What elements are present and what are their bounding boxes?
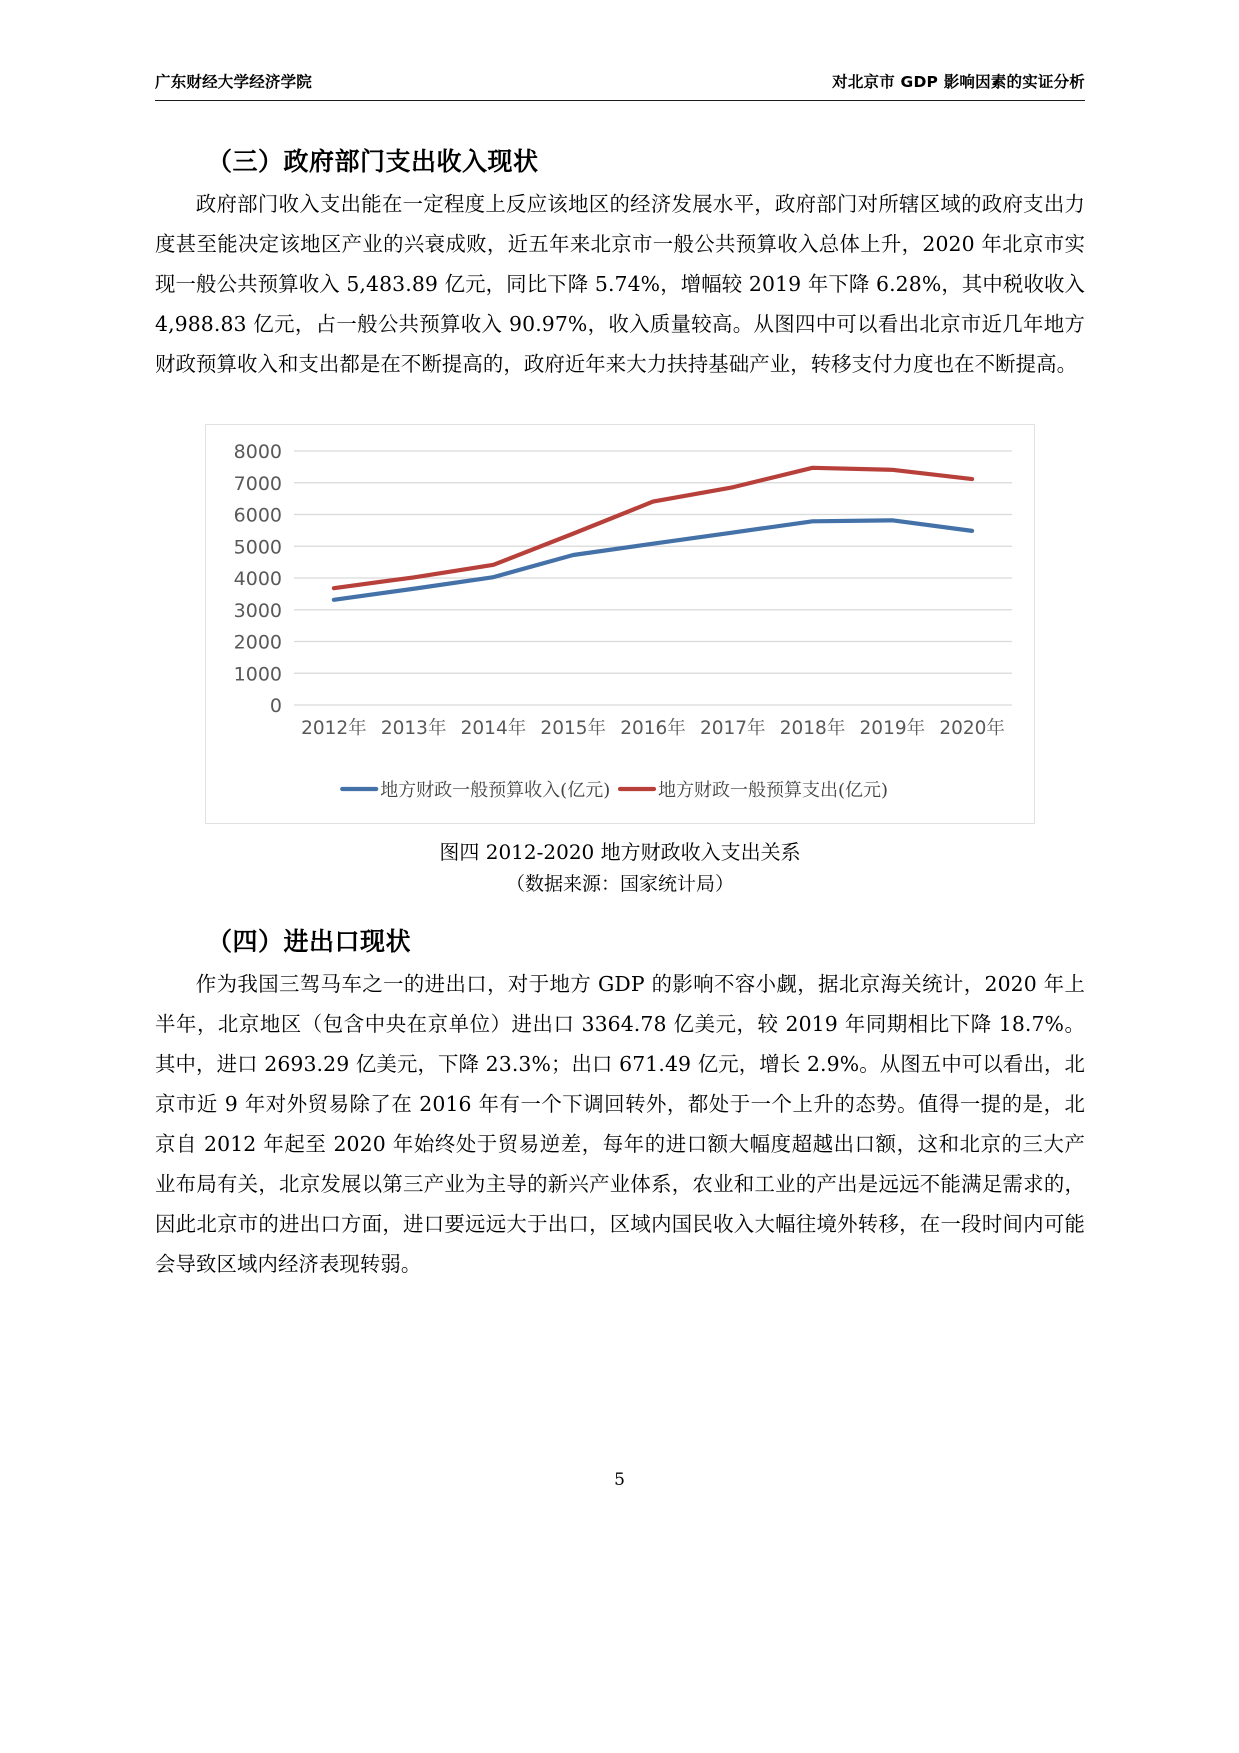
chart-series-line-2 bbox=[334, 468, 972, 588]
x-axis-tick-label: 2014年 bbox=[460, 718, 527, 739]
x-axis-tick-label: 2016年 bbox=[620, 718, 686, 739]
x-axis-tick-label: 2018年 bbox=[779, 718, 846, 739]
y-axis-tick-label: 2000 bbox=[233, 631, 282, 654]
running-header bbox=[155, 70, 1085, 101]
section-paragraph-3: 政府部门收入支出能在一定程度上反应该地区的经济发展水平，政府部门对所辖区域的政府支出力度甚至能决定该地区产业的兴衰成败，近五年来北京市一般公共预算收入总体上升，2020 年北京市实现一般公共预算收入 5,483.89 亿元，同比下降 5.74%，增幅较 2019 年下降 6.28%，其中税收收入 4,988.83 亿元，占一般公共预算收入 90.97%，收入质量较高。从图四中可以看出北京市近几年地方财政预算收入和支出都是在不断提高的，政府近年来大力扶持基础产业，转移支付力度也在不断提高。 bbox=[155, 192, 1085, 376]
chart-series-line-1 bbox=[334, 520, 972, 599]
header-institution: 广东财经大学经济学院 bbox=[155, 73, 313, 91]
section-heading-4: （四）进出口现状 bbox=[207, 927, 412, 956]
y-axis-tick-label: 1000 bbox=[233, 663, 282, 686]
legend-label-2: 地方财政一般预算支出(亿元) bbox=[658, 780, 889, 801]
section-paragraph-4: 作为我国三驾马车之一的进出口，对于地方 GDP 的影响不容小觑，据北京海关统计，2020 年上半年，北京地区（包含中央在京单位）进出口 3364.78 亿美元，较 2019 年同期相比下降 18.7%。其中，进口 2693.29 亿美元，下降 23.3%；出口 671.49 亿元，增长 2.9%。从图五中可以看出，北京市近 9 年对外贸易除了在 2016 年有一个下调回转外，都处于一个上升的态势。值得一提的是，北京自 2012 年起至 2020 年始终处于贸易逆差，每年的进口额大幅度超越出口额，这和北京的三大产业布局有关，北京发展以第三产业为主导的新兴产业体系，农业和工业的产出是远远不能满足需求的，因此北京市的进出口方面，进口要远远大于出口，区域内国民收入大幅往境外转移，在一段时间内可能会导致区域内经济表现转弱。 bbox=[155, 972, 1085, 1276]
x-axis-tick-label: 2020年 bbox=[939, 718, 1005, 739]
y-axis-tick-label: 0 bbox=[269, 695, 282, 717]
y-axis-tick-label: 5000 bbox=[233, 536, 282, 559]
chart-frame bbox=[205, 424, 1035, 824]
x-axis-tick-label: 2012年 bbox=[301, 718, 367, 739]
y-axis-tick-label: 4000 bbox=[233, 568, 282, 590]
x-axis-tick-label: 2013年 bbox=[380, 718, 447, 739]
page-content bbox=[155, 120, 1085, 1284]
section-heading-3: （三）政府部门支出收入现状 bbox=[207, 147, 539, 176]
figure-source-text: （数据来源：国家统计局） bbox=[505, 873, 734, 895]
x-axis-tick-label: 2019年 bbox=[859, 718, 926, 739]
figure-four bbox=[155, 424, 1085, 900]
figure-caption bbox=[155, 836, 1085, 900]
x-axis-tick-label: 2015年 bbox=[540, 718, 607, 739]
figure-caption-text: 图四 2012-2020 地方财政收入支出关系 bbox=[439, 840, 801, 864]
page-number: 5 bbox=[614, 1470, 625, 1490]
x-axis-tick-label: 2017年 bbox=[699, 718, 766, 739]
header-title: 对北京市 GDP 影响因素的实证分析 bbox=[832, 73, 1085, 91]
legend-label-1: 地方财政一般预算收入(亿元) bbox=[380, 780, 611, 801]
y-axis-tick-label: 3000 bbox=[233, 599, 282, 622]
line-chart bbox=[206, 425, 1034, 823]
y-axis-tick-label: 8000 bbox=[233, 441, 282, 463]
y-axis-tick-label: 6000 bbox=[233, 504, 282, 527]
y-axis-tick-label: 7000 bbox=[233, 472, 282, 495]
